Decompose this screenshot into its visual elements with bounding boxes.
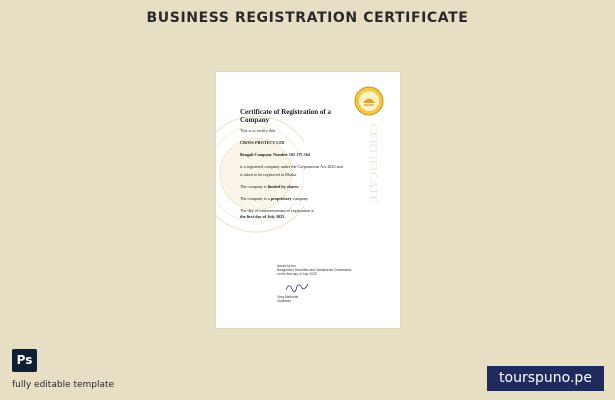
proprietary-bold: proprietary: [270, 196, 292, 201]
certificate-document: [216, 72, 400, 328]
svg-text:CERTIFICATE: CERTIFICATE: [367, 124, 379, 204]
registered-line-1: is a registered company under the Corporations Act 2025 and: [240, 164, 343, 169]
proprietary-prefix: The company is a: [240, 196, 271, 201]
photoshop-icon: Ps: [12, 349, 37, 372]
signer-block: [277, 295, 298, 303]
issuer-line-3: on the first day of July, 2025: [277, 272, 317, 277]
registered-line-2: is taken to be registered in Dhaka.: [240, 172, 298, 177]
limited-prefix: The company is: [240, 184, 268, 189]
certificate-title: Certificate of Registration of a Company: [240, 108, 331, 124]
vertical-watermark-word: [356, 120, 384, 220]
issuer-line-2: Bangladesh Securities and Investments Commission: [277, 268, 352, 273]
brand-badge[interactable]: tourspuno.pe: [487, 366, 604, 391]
commencement-date: the first day of July 2025.: [240, 214, 286, 219]
proprietary-suffix: company.: [291, 196, 309, 201]
page-title: BUSINESS REGISTRATION CERTIFICATE: [146, 10, 469, 26]
signer-title: Chairman: [277, 299, 291, 304]
limited-line: [240, 184, 299, 190]
signer-name: Greg Medonah: [277, 295, 299, 299]
company-number: Bengali Company Number 165 175 564: [240, 152, 310, 157]
company-name: CROSS PROTECT LTD: [240, 140, 285, 145]
certify-line: This is to certify that: [240, 128, 275, 133]
editable-note: fully editable template: [12, 380, 115, 390]
signature-icon: [284, 280, 310, 294]
limited-bold: limited by shares.: [267, 184, 300, 189]
issuer-block: [277, 264, 351, 277]
issuer-line-1: Issued by the: [277, 264, 296, 268]
commencement-line: The day of commencement of registration is: [240, 208, 315, 213]
emblem-icon: [354, 86, 384, 116]
proprietary-line: [240, 196, 309, 202]
